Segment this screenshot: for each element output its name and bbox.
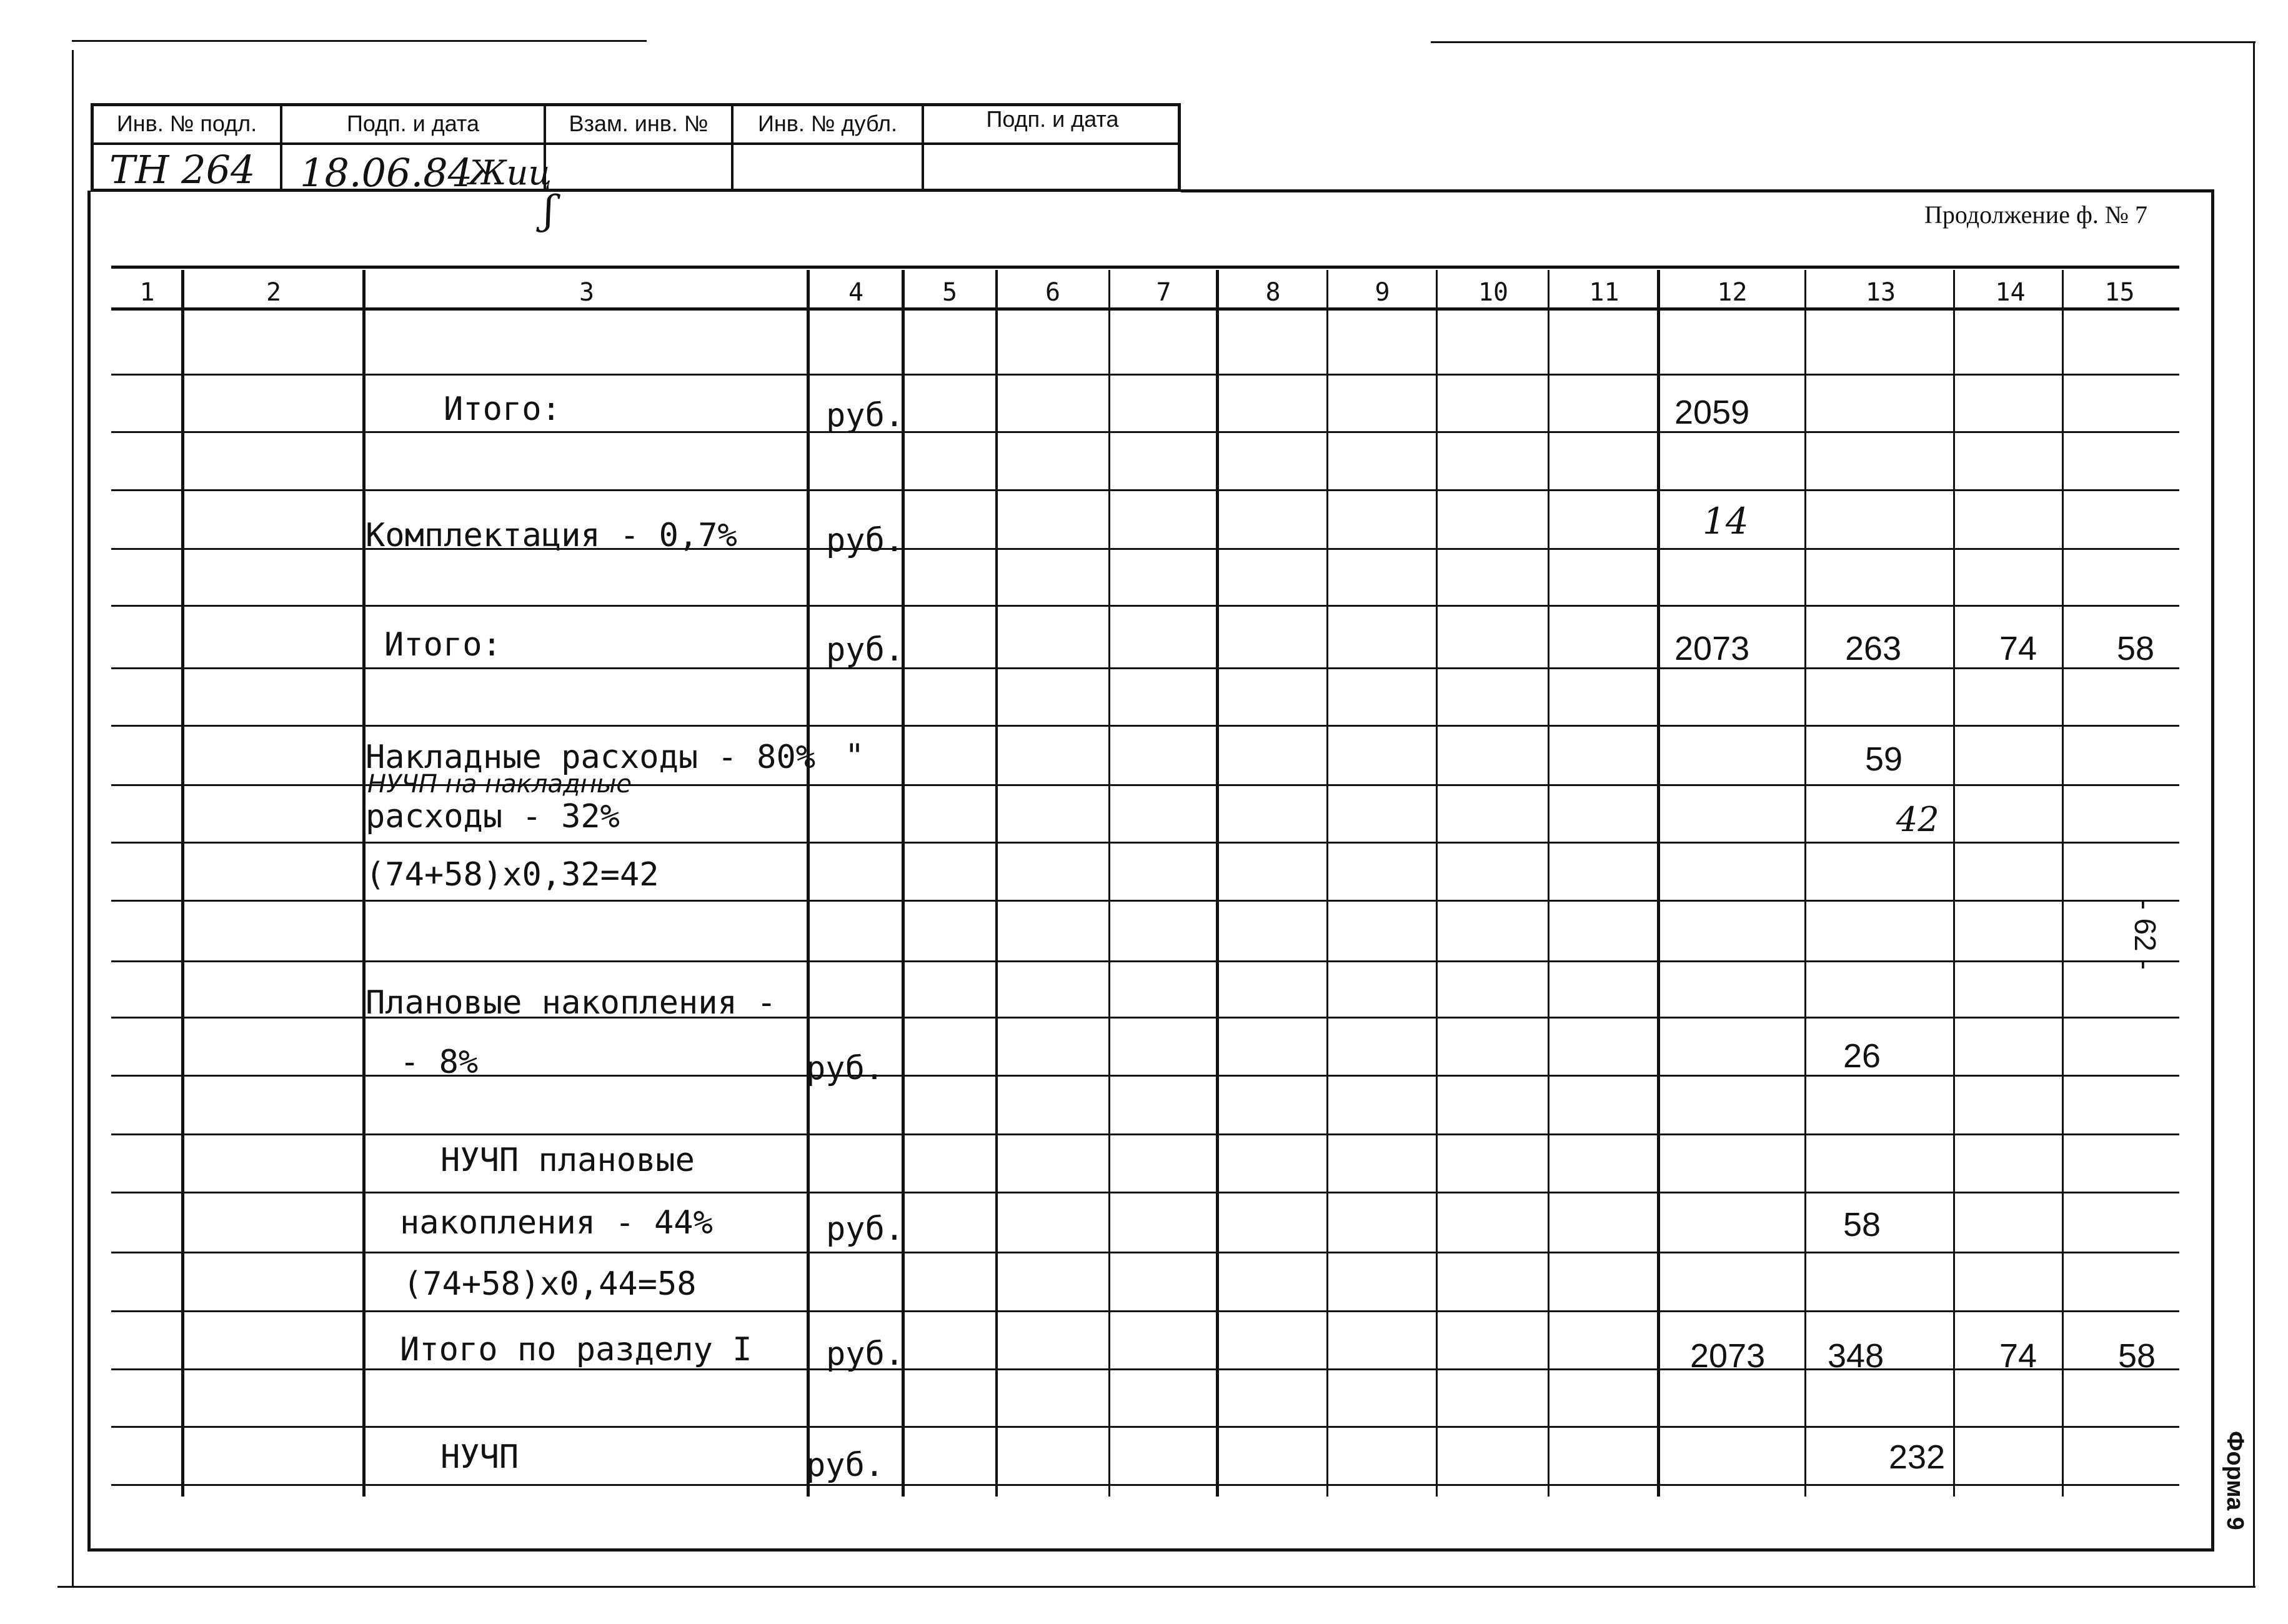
col-num-13: 13 [1865, 278, 1896, 307]
col-num-5: 5 [942, 278, 958, 307]
col-divider-1 [181, 270, 184, 1497]
continuation-label: Продолжение ф. № 7 [1924, 201, 2148, 229]
row-nakladnye-label2: расходы - 32% [366, 798, 620, 835]
row-planovye-label: Плановые накопления - [366, 984, 777, 1022]
row-itogo2-c14: 74 [1999, 630, 2037, 667]
row-komplekt-label: Комплектация - 0,7% [366, 517, 737, 554]
row-komplekt-c12: 14 [1703, 500, 1749, 542]
stamp-header-podp-data: Подп. и дата [346, 111, 480, 136]
row-nuchp-plan-label: НУЧП плановые [440, 1142, 695, 1179]
col-num-2: 2 [266, 278, 282, 307]
col-num-14: 14 [1995, 278, 2026, 307]
right-edge-line [2253, 41, 2255, 1588]
row-itogo1-c12: 2059 [1674, 394, 1750, 431]
row-planovye-unit: руб. [806, 1050, 885, 1087]
stamp-inv-value: ТН 264 [109, 147, 256, 192]
row-line [111, 605, 2179, 607]
row-itogo1-unit: руб. [826, 397, 905, 434]
row-nuchp-plan-unit: руб. [826, 1210, 905, 1248]
signature-flourish: ʃ [544, 187, 555, 234]
side-form-label: Форма 9 [2222, 1431, 2248, 1530]
col-num-7: 7 [1156, 278, 1171, 307]
col-num-11: 11 [1589, 278, 1619, 307]
col-divider-9 [1436, 270, 1438, 1497]
row-line [111, 374, 2179, 376]
col-num-10: 10 [1478, 278, 1509, 307]
stamp-header-inv-podl: Инв. № подл. [116, 111, 257, 136]
row-line [111, 1192, 2179, 1193]
stamp-signature: Жиц [469, 153, 552, 192]
row-nakladnye-handwritten: НУЧП на накладные [367, 770, 632, 799]
row-nakladnye-c13b: 42 [1896, 800, 1939, 839]
row-line [111, 842, 2179, 844]
row-nakladnye-formula: (74+58)x0,32=42 [366, 856, 659, 894]
row-planovye-c13: 26 [1843, 1037, 1881, 1075]
col-divider-12 [1804, 270, 1806, 1497]
side-page-number: - 62 - [2128, 900, 2161, 970]
col-divider-11 [1657, 270, 1660, 1497]
row-nuchp-plan-label2: накопления - 44% [400, 1204, 713, 1242]
top-edge-line-right [1431, 41, 2256, 43]
col-divider-5 [995, 270, 998, 1497]
col-divider-7 [1216, 270, 1219, 1497]
top-edge-line-left [72, 40, 647, 42]
col-num-4: 4 [848, 278, 864, 307]
row-line [111, 960, 2179, 962]
row-itogo-razdel-c15: 58 [2118, 1337, 2156, 1375]
col-num-12: 12 [1717, 278, 1748, 307]
row-line [111, 725, 2179, 727]
row-line [111, 1484, 2179, 1486]
col-divider-8 [1326, 270, 1328, 1497]
row-line [111, 489, 2179, 491]
stamp-header-podp-data-2: Подп. и дата [986, 106, 1119, 132]
row-line [111, 1252, 2179, 1253]
col-num-6: 6 [1045, 278, 1061, 307]
stamp-header-inv-dubl: Инв. № дубл. [758, 111, 897, 136]
row-planovye-label2: - 8% [400, 1044, 479, 1081]
row-itogo-razdel-label: Итого по разделу I [400, 1331, 752, 1368]
row-itogo-razdel-unit: руб. [826, 1335, 905, 1373]
col-num-1: 1 [139, 278, 155, 307]
row-itogo2-unit: руб. [826, 631, 905, 669]
row-line [111, 431, 2179, 433]
col-divider-10 [1548, 270, 1549, 1497]
row-itogo-razdel-c13: 348 [1828, 1337, 1884, 1375]
row-nuchp-label: НУЧП [440, 1438, 519, 1476]
row-nakladnye-label: Накладные расходы - 80% [366, 739, 816, 776]
col-num-8: 8 [1265, 278, 1281, 307]
row-itogo-razdel-c12: 2073 [1690, 1337, 1766, 1375]
table-header-top [111, 266, 2179, 269]
stamp-divider [91, 142, 1181, 145]
col-num-9: 9 [1375, 278, 1390, 307]
row-itogo-razdel-c14: 74 [1999, 1337, 2037, 1375]
row-nakladnye-c13: 59 [1865, 740, 1903, 778]
stamp-date-value: 18.06.84 [300, 150, 473, 196]
row-komplekt-unit: руб. [826, 522, 905, 559]
bottom-edge-line [57, 1586, 2256, 1588]
col-divider-14 [2062, 270, 2064, 1497]
row-itogo2-label: Итого: [384, 626, 502, 664]
col-num-3: 3 [579, 278, 595, 307]
col-divider-6 [1108, 270, 1110, 1497]
row-nakladnye-unit: " [845, 737, 865, 775]
left-edge-line [72, 50, 74, 1587]
row-nuchp-plan-c13: 58 [1843, 1206, 1881, 1243]
row-nuchp-unit: руб. [806, 1447, 885, 1484]
row-line [111, 1310, 2179, 1312]
row-itogo1-label: Итого: [444, 391, 561, 428]
row-nuchp-c13: 232 [1889, 1438, 1946, 1476]
col-divider-4 [902, 270, 905, 1497]
col-divider-13 [1953, 270, 1955, 1497]
row-line [111, 900, 2179, 902]
row-itogo2-c15: 58 [2117, 630, 2155, 667]
row-line [111, 1426, 2179, 1428]
row-itogo2-c13: 263 [1845, 630, 1902, 667]
row-line [111, 1133, 2179, 1135]
row-itogo2-c12: 2073 [1674, 630, 1750, 667]
stamp-header-vzam-inv: Взам. инв. № [569, 111, 709, 136]
row-nuchp-plan-formula: (74+58)x0,44=58 [403, 1265, 697, 1303]
col-divider-3 [807, 270, 810, 1497]
col-num-15: 15 [2104, 278, 2135, 307]
main-frame-top [1181, 189, 2214, 192]
